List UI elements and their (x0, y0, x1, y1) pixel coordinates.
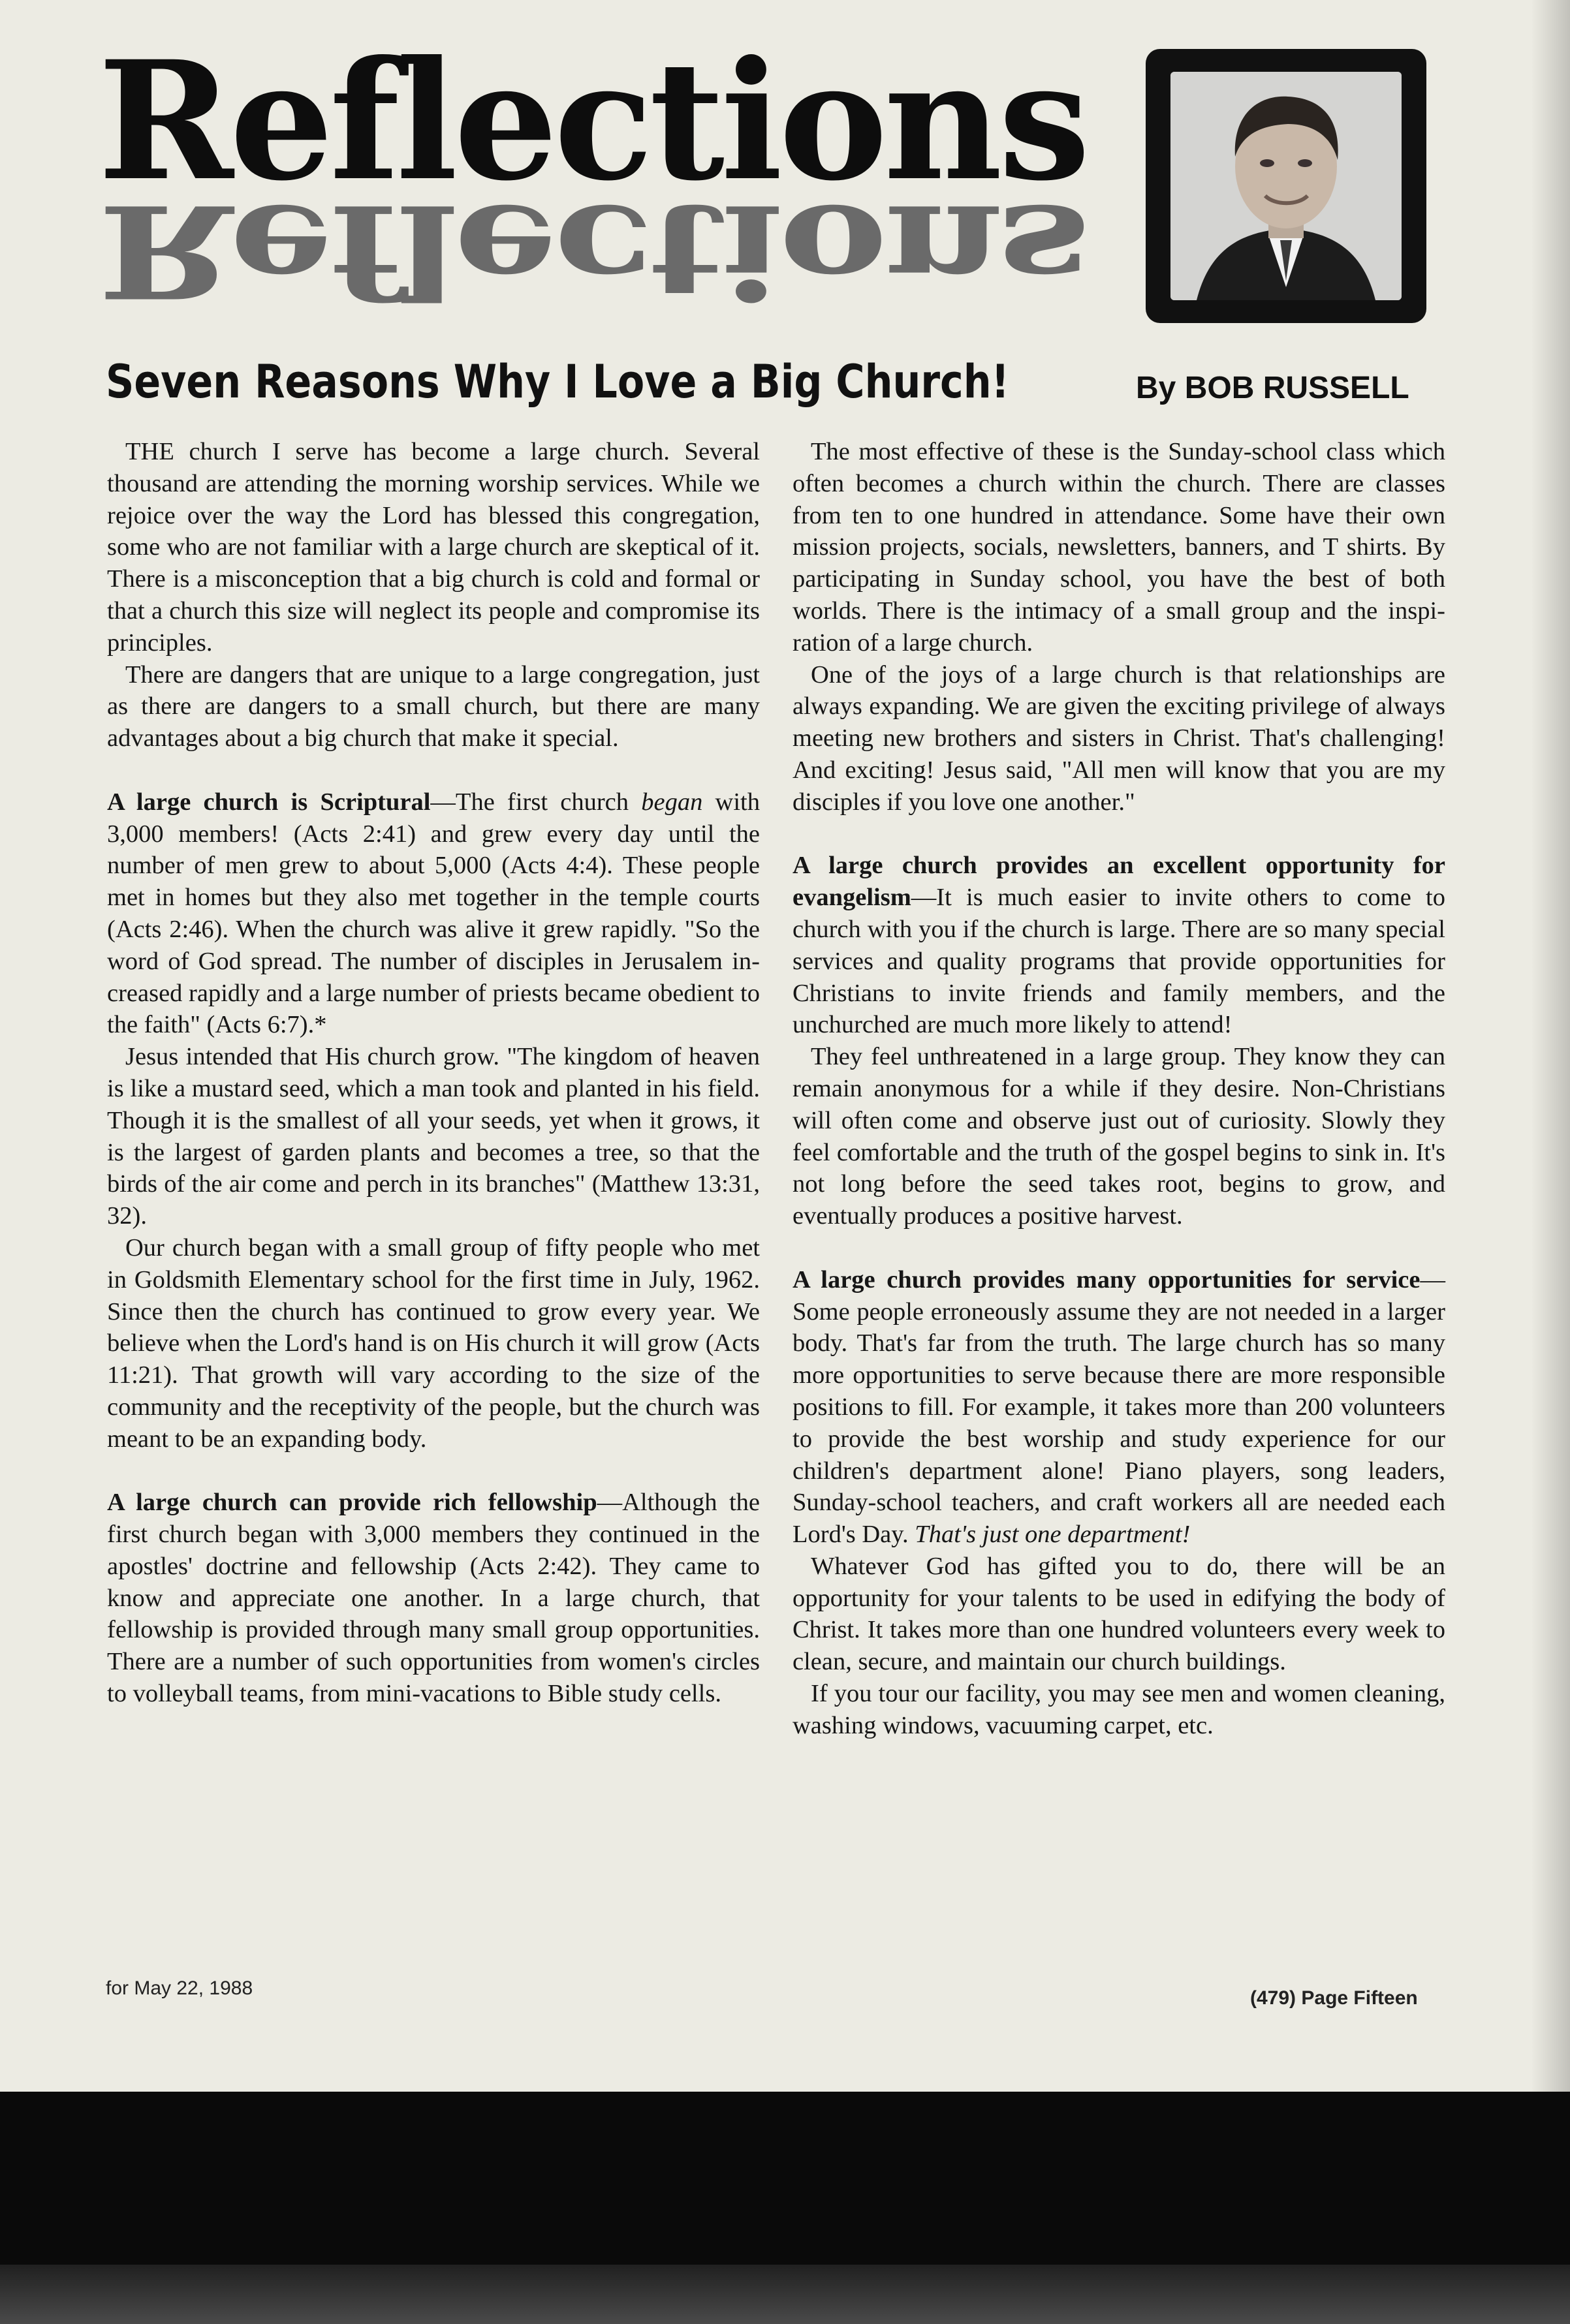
section-heading: A large church provides many opportunities for service (793, 1265, 1421, 1294)
left-column (107, 436, 760, 1957)
paragraph: They feel unthreatened in a large group. They know they can remain anonymous for a while if they desire. Non-Christians will often come and observe just out of curiosity. Slowly they feel comfortable and the truth of the gospel begins to sink in. It's not long before the seed takes root, begins to grow, and eventually produces a positive harvest. (793, 1043, 1445, 1230)
section-evangelism (793, 850, 1445, 1041)
right-column (793, 436, 1445, 1957)
section-scriptural (107, 786, 760, 1041)
paragraph: One of the joys of a large church is that relationships are always expanding. We are given the exciting privilege of always meeting new brothers and sisters in Christ. That's challenging! And exciting! Jesus said, "All men will know that you are my disciples if you love one another." (793, 660, 1445, 816)
scanner-bed-edge (0, 2265, 1570, 2324)
emphasis-text: That's just one department! (915, 1521, 1191, 1549)
section-text: —It is much easier to invite others to come to church with you if the church is large. There are so many special services and quality programs that provide opportunities for Christians to invite friends and family members, and the unchurched are much more likely to attend! (793, 884, 1445, 1039)
masthead (98, 25, 1116, 339)
author-photo (1170, 72, 1402, 300)
emphasis-text: began (641, 788, 703, 816)
page-number: (479) Page Fifteen (1250, 1987, 1418, 2009)
section-heading: A large church provides an excellent opportunity for evangelism (793, 852, 1445, 912)
section-text: —The first church (430, 788, 642, 816)
paragraph: Jesus intended that His church grow. "The kingdom of heaven is like a mustard seed, which a man took and planted in his field. Though it is the smallest of all your seeds, yet when it grows, it is the largest of garden plants and becomes a tree, so that the birds of the air come and perch in its branches" (Matthew 13:31, 32). (107, 1043, 760, 1230)
masthead-title-reflection: Reflections (98, 176, 1087, 326)
section-text: —Some people erroneously assume they are not needed in a larger body. That's far from the truth. The large church has so many more opportunities to serve because there are more responsible positions to fill. For example, it takes more than 200 volunteers to provide the best worship and study experience for our children's department alone! Piano players, song leaders, Sunday-school teachers, and craft workers all are needed each Lord's Day. (793, 1265, 1445, 1549)
article-byline: By BOB RUSSELL (1136, 371, 1409, 405)
paragraph: Whatever God has gifted you to do, there will be an opportunity for your talents to be used in edifying the body of Christ. It takes more than one hundred volunteers every week to clean, secure, and maintain our church buildings. (793, 1552, 1445, 1676)
section-heading: A large church is Scriptural (107, 788, 431, 816)
paragraph: The most effective of these is the Sunday-school class which often becomes a church within the church. There are classes from ten to one hundred in attendance. Some have their own mission projects, socials, newsletters, banners, and T shirts. By participating in Sunday school, you have the best of both worlds. There is the intimacy of a small group and the inspiration of a large church. (793, 438, 1445, 657)
author-photo-frame (1146, 49, 1426, 323)
section-fellowship (107, 1487, 760, 1710)
section-text: —Although the first church began with 3,000 members they continued in the apostles' doctrine and fellowship (Acts 2:42). They came to know and appreciate one another. In a large church, that fellowship is provided through many small group opportunities. There are a number of such opportunities from women's circles to volleyball teams, from mini-vacations to Bible study cells. (107, 1489, 760, 1708)
issue-date: for May 22, 1988 (106, 1977, 253, 1999)
section-text: with 3,000 members! (Acts 2:41) and grew every day until the number of men grew to about 5,000 (Acts 4:4). These people met in homes but they also met together in the temple courts (Acts 2:46). When the church was alive it grew rapidly. "So the word of God spread. The number of disciples in Jerusalem increased rapidly and a large number of priests became obedient to the faith" (Acts 6:7).* (107, 788, 761, 1039)
section-service (793, 1264, 1445, 1551)
paragraph: There are dangers that are unique to a large congregation, just as there are dangers to a small church, but there are many advantages about a big church that make it special. (107, 660, 760, 752)
paragraph: If you tour our facility, you may see men and women cleaning, washing windows, vacuuming carpet, etc. (793, 1680, 1445, 1739)
paragraph: THE church I serve has become a large church. Several thousand are attending the morning worship services. While we rejoice over the way the Lord has blessed this congregation, some who are not familiar with a large church are skeptical of it. There is a misconception that a big church is cold and formal or that a church this size will neglect its people and compromise its principles. (107, 438, 760, 657)
page-edge-shadow (1531, 0, 1570, 2092)
paragraph: Our church began with a small group of fifty people who met in Goldsmith Elementary school for the first time in July, 1962. Since then the church has continued to grow every year. We believe when the Lord's hand is on His church it will grow (Acts 11:21). That growth will vary according to the size of the community and the receptivity of the people, but the church was meant to be an expanding body. (107, 1233, 760, 1453)
masthead-title: Reflections (98, 25, 1087, 217)
section-heading: A large church can provide rich fellowship (107, 1489, 597, 1517)
article-headline: Seven Reasons Why I Love a Big Church! (106, 355, 1010, 409)
